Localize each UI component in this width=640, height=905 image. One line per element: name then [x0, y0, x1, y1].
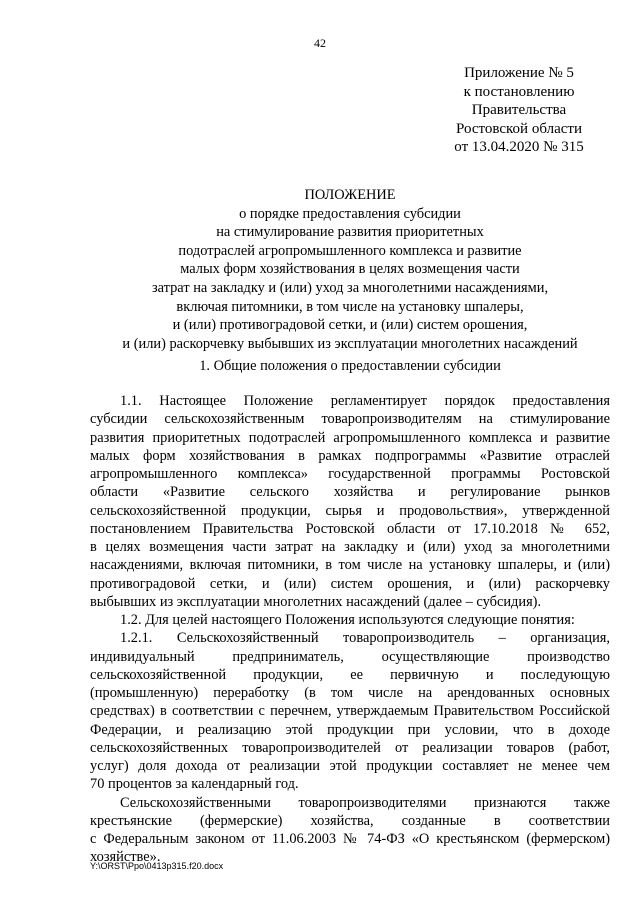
body-line: Федерации, и реализацию этой продукции при условии, что в доходе — [90, 721, 610, 738]
body-line: индивидуальный предприниматель, осуществляющие производство — [90, 648, 610, 665]
title-line: и (или) противоградовой сетки, и (или) систем орошения, — [172, 317, 528, 334]
body-line: сельскохозяйственных товаропроизводителей от реализации товаров (работ, — [90, 739, 610, 756]
document-body — [90, 392, 610, 867]
body-line: Сельскохозяйственными товаропроизводителями признаются также — [120, 794, 610, 811]
title-line: о порядке предоставления субсидии — [239, 205, 461, 222]
appendix-block — [440, 64, 598, 157]
body-line: насаждениями, включая питомники, в том числе на установку шпалеры, и (или) — [90, 557, 610, 574]
title-line: малых форм хозяйствования в целях возмещения части — [180, 261, 520, 278]
body-line: противоградовой сетки, и (или) систем орошения, и (или) раскорчевку — [90, 575, 610, 592]
body-line: области «Развитие сельского хозяйства и регулирование рынков — [90, 484, 610, 501]
title-line: на стимулирование развития приоритетных — [216, 224, 484, 241]
body-line: средствах) в соответствии с перечнем, утверждаемым Правительством Российской — [90, 703, 610, 720]
body-line: агропромышленного комплекса» государственной программы Ростовской — [90, 466, 610, 482]
body-line: 1.2.1. Сельскохозяйственный товаропроизводитель – организация, — [120, 630, 610, 647]
body-line: развития приоритетных подотраслей агропромышленного комплекса и развитие — [90, 429, 610, 446]
body-line: (промышленную) переработку (в том числе на арендованных основных — [90, 685, 610, 701]
section-heading: 1. Общие положения о предоставлении субсидии — [199, 358, 501, 374]
body-line: 70 процентов за календарный год. — [90, 776, 299, 793]
page-number: 42 — [314, 36, 326, 50]
body-line: с Федеральным законом от 11.06.2003 № 74-ФЗ «О крестьянском (фермерском) — [90, 831, 610, 847]
body-line: сельскохозяйственной продукции, ее первичную и последующую — [90, 666, 610, 683]
document-title — [90, 186, 610, 353]
body-line: в целях возмещения части затрат на закладку и (или) уход за многолетними — [90, 539, 610, 555]
file-path-footer: Y:\ORST\Ppo\0413p315.f20.docx — [90, 861, 224, 871]
body-line: 1.2. Для целей настоящего Положения используются следующие понятия: — [120, 612, 575, 628]
body-line: малых форм хозяйствования в рамках подпрограммы «Развитие отраслей — [90, 447, 610, 464]
body-line: постановлением Правительства Ростовской области от 17.10.2018 № 652, — [90, 520, 610, 537]
appendix-line: от 13.04.2020 № 315 — [454, 139, 584, 155]
appendix-line: Правительства — [471, 102, 567, 118]
appendix-line: Ростовской области — [456, 120, 582, 137]
body-line: крестьянские (фермерские) хозяйства, созданные в соответствии — [90, 812, 610, 829]
body-line: услуг) доля дохода от реализации этой продукции составляет не менее чем — [90, 758, 610, 774]
title-line: включая питомники, в том числе на установку шпалеры, — [176, 298, 524, 315]
title-line: и (или) раскорчевку выбывших из эксплуатации многолетних насаждений — [122, 335, 578, 352]
body-line: хозяйстве». — [90, 849, 161, 866]
appendix-line: Приложение № 5 — [464, 65, 574, 81]
appendix-line: к постановлению — [463, 83, 575, 100]
title-line: затрат на закладку и (или) уход за многолетними насаждениями, — [151, 279, 549, 296]
title-heading: ПОЛОЖЕНИЕ — [304, 187, 396, 203]
body-line: 1.1. Настоящее Положение регламентирует порядок предоставления — [120, 393, 610, 409]
body-line: субсидии сельскохозяйственным товаропроизводителям на стимулирование — [90, 411, 610, 428]
body-line: выбывших из эксплуатации многолетних насаждений (далее – субсидия). — [90, 593, 542, 610]
title-line: подотраслей агропромышленного комплекса и развитие — [178, 242, 522, 259]
body-line: сельскохозяйственной продукции, сырья и продовольствия», утвержденной — [90, 502, 610, 519]
